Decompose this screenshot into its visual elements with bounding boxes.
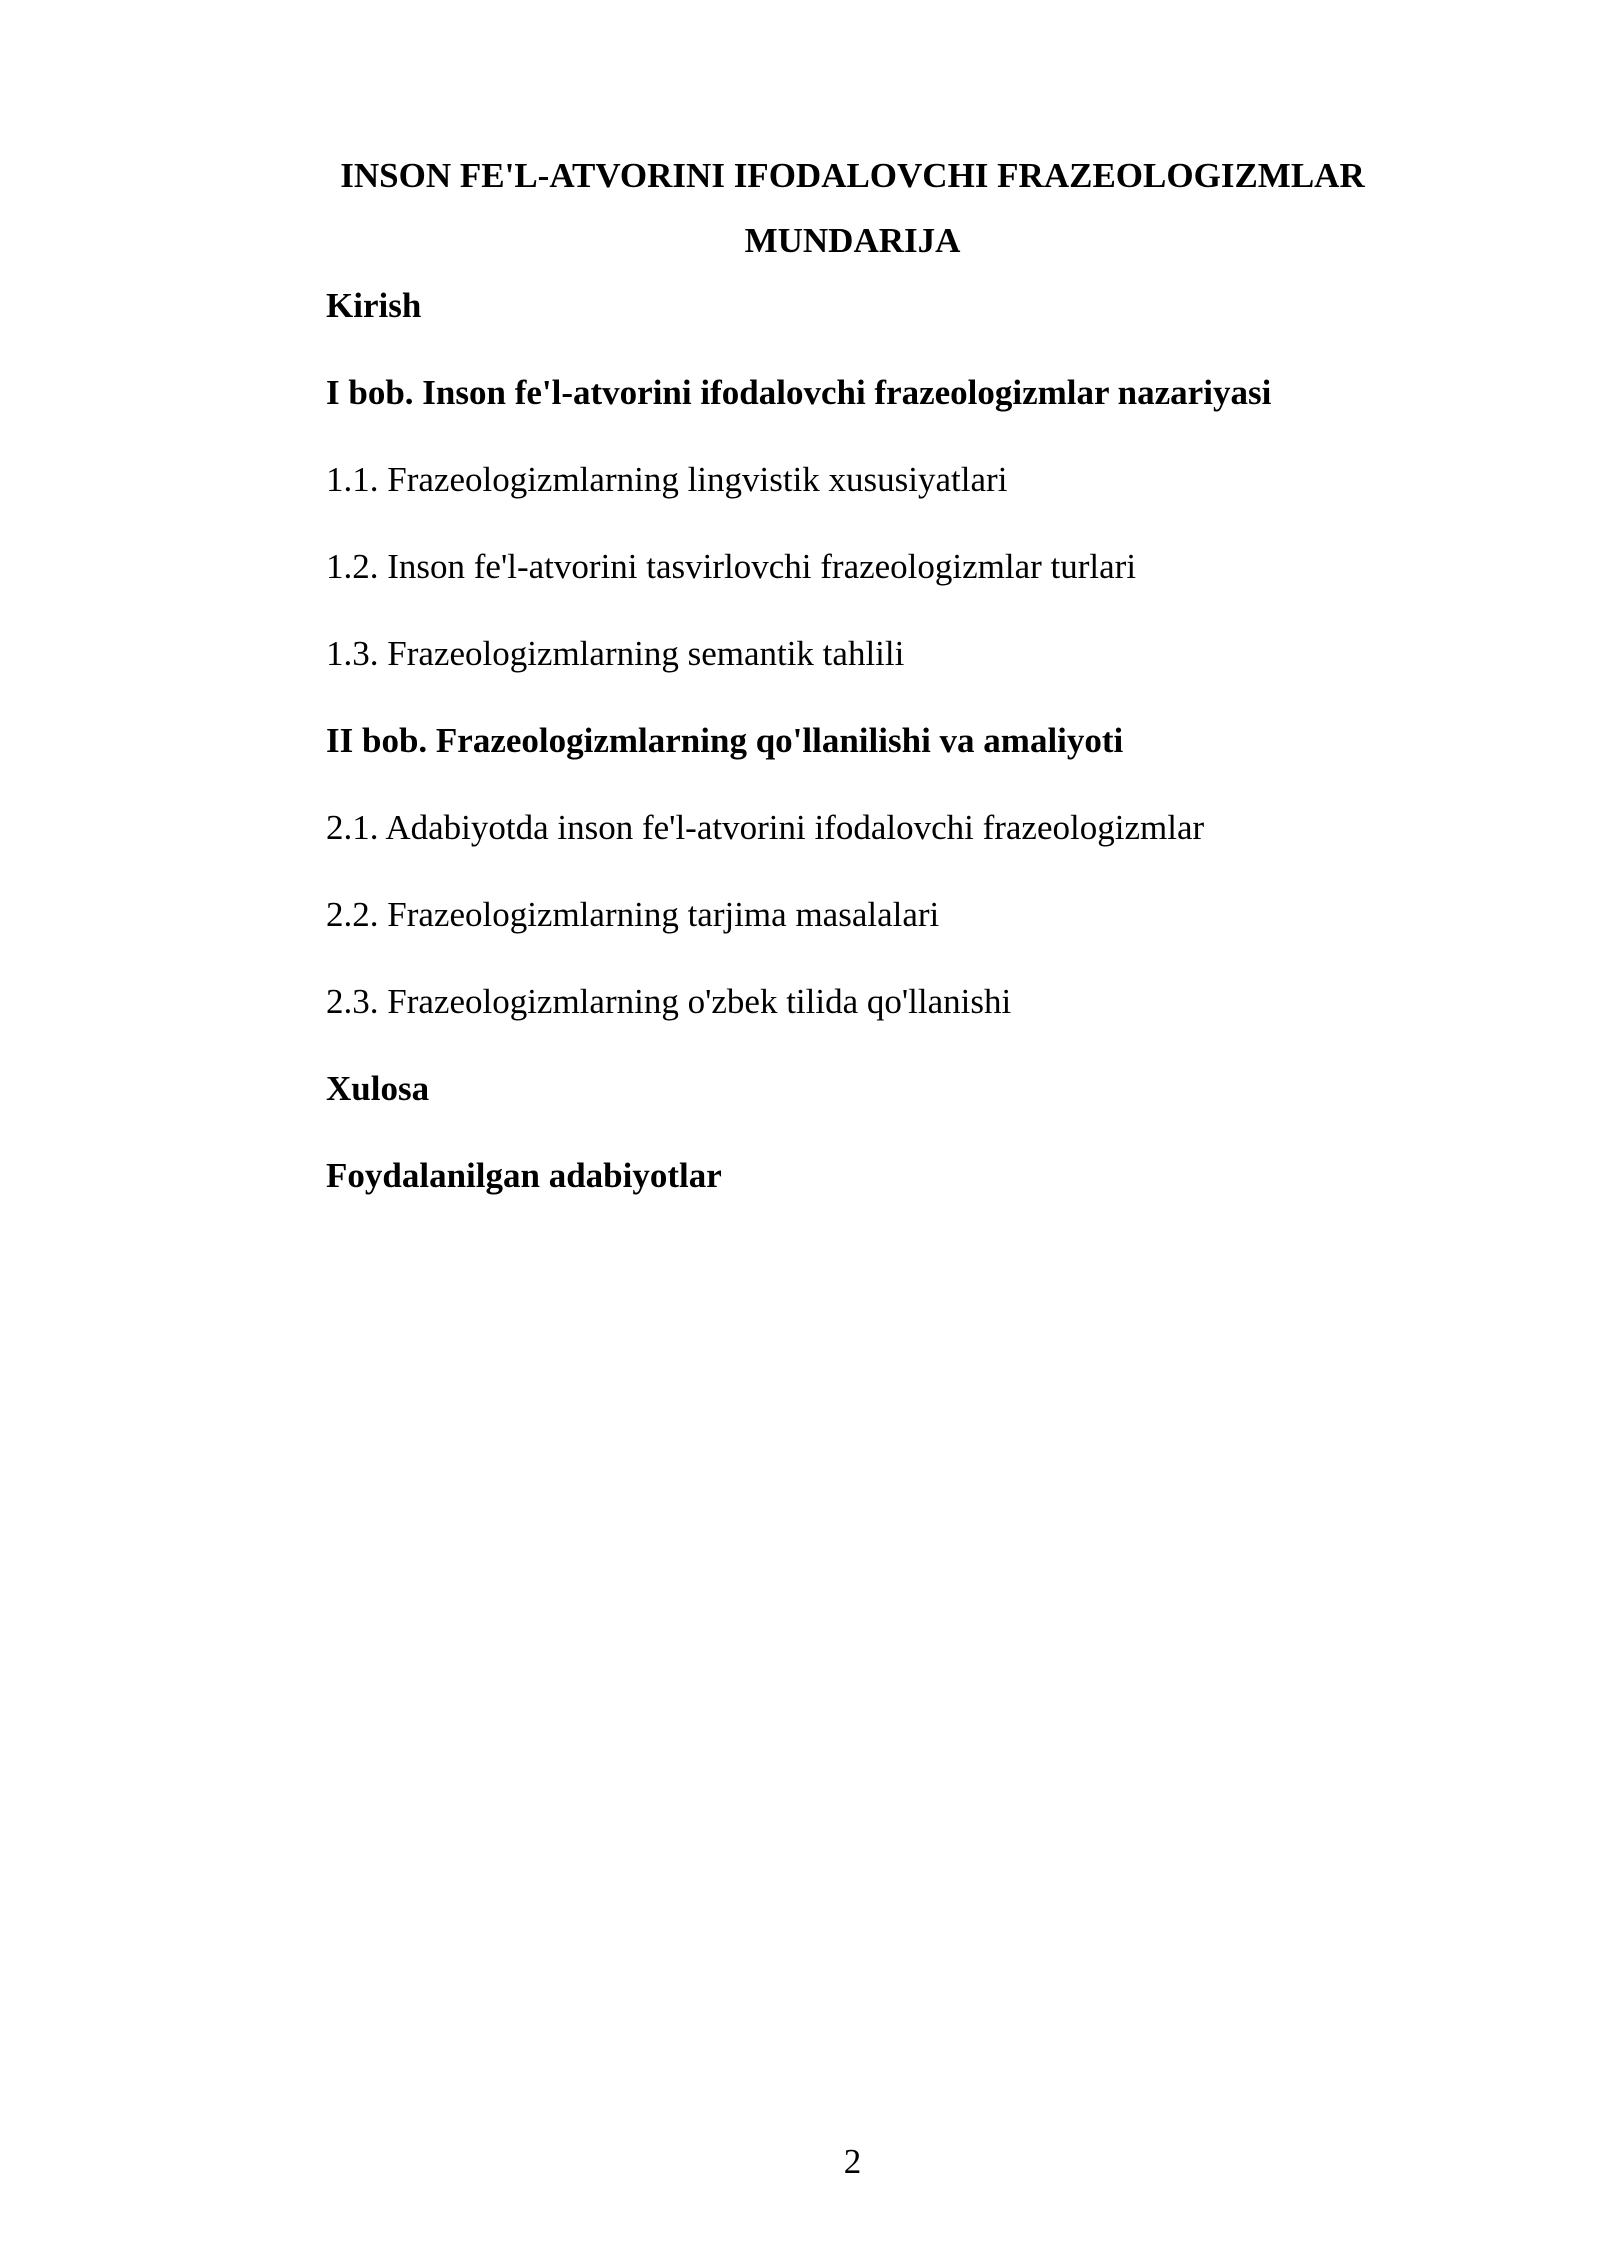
toc-entry-chapter-1: I bob. Inson fe'l-atvorini ifodalovchi frazeologizmlar nazariyasi — [326, 373, 1272, 412]
toc-entry-conclusion: Xulosa — [326, 1069, 430, 1108]
toc-entry-section-1-2: 1.2. Inson fe'l-atvorini tasvirlovchi frazeologizmlar turlari — [326, 547, 1137, 586]
table-of-contents-heading: MUNDARIJA — [744, 221, 961, 260]
toc-entry-references: Foydalanilgan adabiyotlar — [326, 1156, 722, 1195]
document-title: INSON FE'L-ATVORINI IFODALOVCHI FRAZEOLOGIZMLAR — [340, 156, 1365, 195]
toc-entry-section-2-2: 2.2. Frazeologizmlarning tarjima masalalari — [326, 895, 940, 934]
toc-entry-section-2-1: 2.1. Adabiyotda inson fe'l-atvorini ifodalovchi frazeologizmlar — [326, 808, 1205, 847]
toc-entry-section-1-3: 1.3. Frazeologizmlarning semantik tahlili — [326, 634, 905, 673]
toc-entry-section-1-1: 1.1. Frazeologizmlarning lingvistik xususiyatlari — [326, 460, 1008, 499]
page-number: 2 — [843, 2142, 862, 2181]
toc-entry-introduction: Kirish — [326, 286, 422, 325]
table-of-contents — [326, 286, 1476, 1243]
toc-entry-chapter-2: II bob. Frazeologizmlarning qo'llanilishi va amaliyoti — [326, 721, 1124, 760]
toc-entry-section-2-3: 2.3. Frazeologizmlarning o'zbek tilida qo'llanishi — [326, 982, 1012, 1021]
